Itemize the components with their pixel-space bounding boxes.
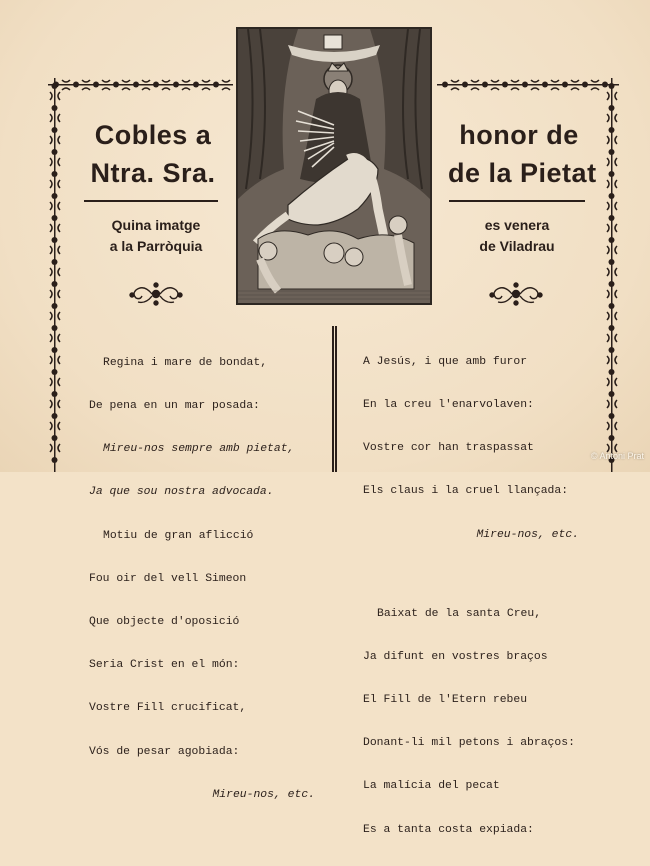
subtitle-left-line1: Quina imatge	[111, 217, 201, 233]
verse-line: El Fill de l'Etern rebeu	[363, 694, 528, 707]
subtitle-left	[96, 215, 216, 257]
subtitle-right-line2: de Viladrau	[479, 238, 555, 254]
verse-line: Baixat de la santa Creu,	[377, 607, 542, 620]
title-right-rule	[449, 200, 585, 202]
stanza-gap	[363, 571, 579, 578]
verse-line: De pena en un mar posada:	[89, 400, 260, 413]
verse-line: A Jesús, i que amb furor	[363, 355, 528, 368]
verse-refrain-line: Mireu-nos sempre amb pietat,	[103, 443, 295, 456]
verse-line: Que objecte d'oposició	[89, 616, 240, 629]
verse-line: La malícia del pecat	[363, 780, 500, 793]
verse-refrain-short: Mireu-nos, etc.	[476, 528, 579, 541]
title-left-line1: Cobles a	[94, 120, 212, 150]
column-divider	[332, 326, 337, 472]
subtitle-left-line2: a la Parròquia	[109, 238, 203, 254]
verse-refrain-line: Ja que sou nostra advocada.	[89, 486, 274, 499]
verse-line: Es a tanta costa expiada:	[363, 823, 534, 836]
verse-line: Regina i mare de bondat,	[103, 356, 268, 369]
subtitle-right	[462, 215, 572, 257]
verse-line: Motiu de gran aflicció	[103, 529, 254, 542]
title-right	[448, 116, 597, 192]
floral-border-right	[605, 78, 619, 472]
title-left-rule	[84, 200, 218, 202]
title-right-line2: de la Pietat	[448, 158, 597, 188]
photo-credit: © Antoni Prat	[590, 451, 644, 461]
verse-line: Vostre cor han traspassat	[363, 442, 534, 455]
title-left	[88, 116, 218, 192]
verse-line: Fou oir del vell Simeon	[89, 572, 247, 585]
verse-line: Vostre Fill crucificat,	[89, 702, 247, 715]
floral-border-top-right	[437, 78, 619, 92]
verse-line: Vós de pesar agobiada:	[89, 745, 240, 758]
verse-line: Ja difunt en vostres braços	[363, 650, 548, 663]
verse-column-right	[363, 326, 579, 866]
subtitle-right-line1: es venera	[484, 217, 550, 233]
title-right-line1: honor de	[459, 120, 579, 150]
floral-border-top-left	[48, 78, 233, 92]
verse-line: Seria Crist en el món:	[89, 659, 240, 672]
verse-line: En la creu l'enarvolaven:	[363, 399, 534, 412]
floral-ornament-left-icon	[128, 281, 184, 307]
floral-border-left	[48, 78, 62, 472]
verse-line: Donant-li mil petons i abraços:	[363, 737, 575, 750]
verse-refrain-short: Mireu-nos, etc.	[212, 788, 315, 801]
verse-column-left	[89, 327, 315, 831]
floral-ornament-right-icon	[488, 281, 544, 307]
pieta-engraving-image	[236, 27, 432, 305]
verse-line: Els claus i la cruel llançada:	[363, 485, 569, 498]
title-left-line2: Ntra. Sra.	[90, 158, 216, 188]
